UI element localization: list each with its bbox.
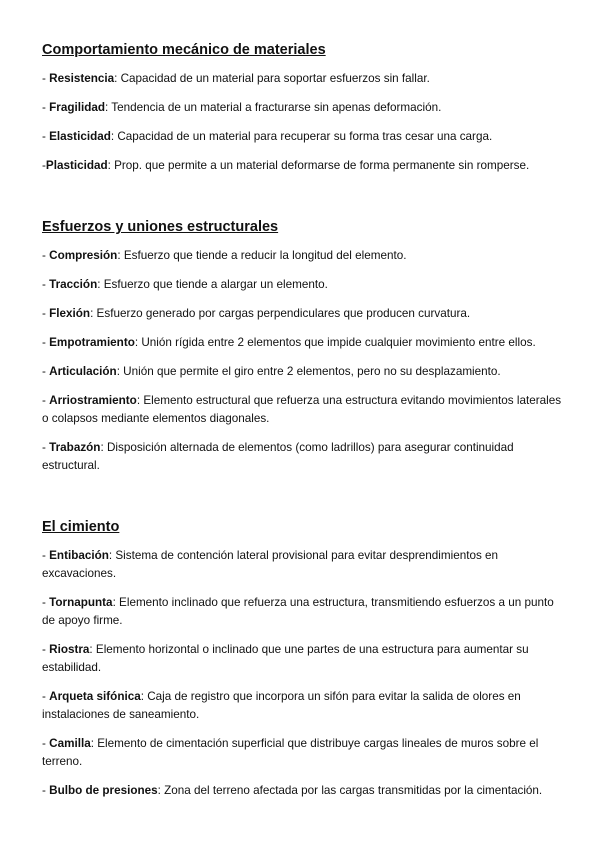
definition: : Elemento estructural que refuerza una estructura evitando movimientos laterales o colapsos mediante elementos diagonales. — [42, 394, 562, 425]
list-item: - Compresión: Esfuerzo que tiende a reducir la longitud del elemento. — [42, 249, 407, 262]
definition: : Elemento inclinado que refuerza una estructura, transmitiendo esfuerzos a un punto de apoyo firme. — [42, 596, 554, 627]
list-item: - Flexión: Esfuerzo generado por cargas perpendiculares que producen curvatura. — [42, 307, 471, 320]
term: Arqueta sifónica — [49, 690, 141, 703]
definition: : Prop. que permite a un material deformarse de forma permanente sin romperse. — [107, 159, 530, 172]
term: Entibación — [49, 549, 109, 562]
definition: : Esfuerzo que tiende a alargar un elemento. — [97, 278, 328, 291]
term: Flexión — [49, 307, 91, 320]
list-item: - Tracción: Esfuerzo que tiende a alargar un elemento. — [42, 278, 328, 291]
list-item: - Tornapunta: Elemento inclinado que refuerza una estructura, transmitiendo esfuerzos a un punto de apoyo firme. — [42, 596, 554, 627]
definition: : Tendencia de un material a fracturarse sin apenas deformación. — [105, 101, 442, 114]
section-esfuerzos-uniones — [42, 218, 562, 486]
list-item: - Arqueta sifónica: Caja de registro que incorpora un sifón para evitar la salida de olores en instalaciones de saneamiento. — [42, 690, 521, 721]
list-item: - Entibación: Sistema de contención lateral provisional para evitar desprendimientos en excavaciones. — [42, 549, 499, 580]
list-item: - Bulbo de presiones: Zona del terreno afectada por las cargas transmitidas por la cimentación. — [42, 784, 543, 797]
definition: : Disposición alternada de elementos (como ladrillos) para asegurar continuidad estructural. — [42, 441, 514, 472]
list-item: - Elasticidad: Capacidad de un material para recuperar su forma tras cesar una carga. — [42, 130, 493, 143]
list-item: - Empotramiento: Unión rígida entre 2 elementos que impide cualquier movimiento entre ellos. — [42, 336, 536, 349]
term: Bulbo de presiones — [49, 784, 158, 797]
term: Camilla — [49, 737, 91, 750]
term: Empotramiento — [49, 336, 135, 349]
term: Riostra — [49, 643, 90, 656]
list-item: - Resistencia: Capacidad de un material para soportar esfuerzos sin fallar. — [42, 72, 430, 85]
definition: : Esfuerzo generado por cargas perpendiculares que producen curvatura. — [90, 307, 471, 320]
list-item: - Riostra: Elemento horizontal o inclinado que une partes de una estructura para aumentar su estabilidad. — [42, 643, 529, 674]
term: Elasticidad — [49, 130, 111, 143]
term: Tornapunta — [49, 596, 113, 609]
section-comportamiento-mecanico — [42, 41, 562, 186]
definition: : Elemento horizontal o inclinado que une partes de una estructura para aumentar su estabilidad. — [42, 643, 529, 674]
term: Compresión — [49, 249, 118, 262]
definition: : Unión rígida entre 2 elementos que impide cualquier movimiento entre ellos. — [134, 336, 536, 349]
section-title: Comportamiento mecánico de materiales — [42, 42, 326, 58]
list-item: -Plasticidad: Prop. que permite a un material deformarse de forma permanente sin romperse. — [42, 159, 530, 172]
definition: : Esfuerzo que tiende a reducir la longitud del elemento. — [117, 249, 407, 262]
term: Arriostramiento — [49, 394, 137, 407]
term: Resistencia — [49, 72, 115, 85]
definition: : Elemento de cimentación superficial que distribuye cargas lineales de muros sobre el terreno. — [42, 737, 539, 768]
list-item: - Fragilidad: Tendencia de un material a fracturarse sin apenas deformación. — [42, 101, 442, 114]
term: Articulación — [49, 365, 117, 378]
list-item: - Camilla: Elemento de cimentación superficial que distribuye cargas lineales de muros sobre el terreno. — [42, 737, 539, 768]
term: Fragilidad — [49, 101, 105, 114]
definition: : Caja de registro que incorpora un sifón para evitar la salida de olores en instalaciones de saneamiento. — [42, 690, 521, 721]
term: Trabazón — [49, 441, 101, 454]
section-title: Esfuerzos y uniones estructurales — [42, 219, 279, 235]
definition: : Unión que permite el giro entre 2 elementos, pero no su desplazamiento. — [116, 365, 501, 378]
section-el-cimiento — [42, 518, 562, 811]
definition: : Capacidad de un material para recuperar su forma tras cesar una carga. — [110, 130, 493, 143]
list-item: - Arriostramiento: Elemento estructural que refuerza una estructura evitando movimientos laterales o colapsos mediante elementos diagonales. — [42, 394, 562, 425]
section-title: El cimiento — [42, 519, 120, 535]
term: Plasticidad — [45, 159, 108, 172]
definition: : Zona del terreno afectada por las cargas transmitidas por la cimentación. — [157, 784, 543, 797]
list-item: - Trabazón: Disposición alternada de elementos (como ladrillos) para asegurar continuidad estructural. — [42, 441, 514, 472]
definition: : Sistema de contención lateral provisional para evitar desprendimientos en excavaciones. — [42, 549, 499, 580]
definition: : Capacidad de un material para soportar esfuerzos sin fallar. — [114, 72, 430, 85]
list-item: - Articulación: Unión que permite el giro entre 2 elementos, pero no su desplazamiento. — [42, 365, 501, 378]
term: Tracción — [49, 278, 98, 291]
